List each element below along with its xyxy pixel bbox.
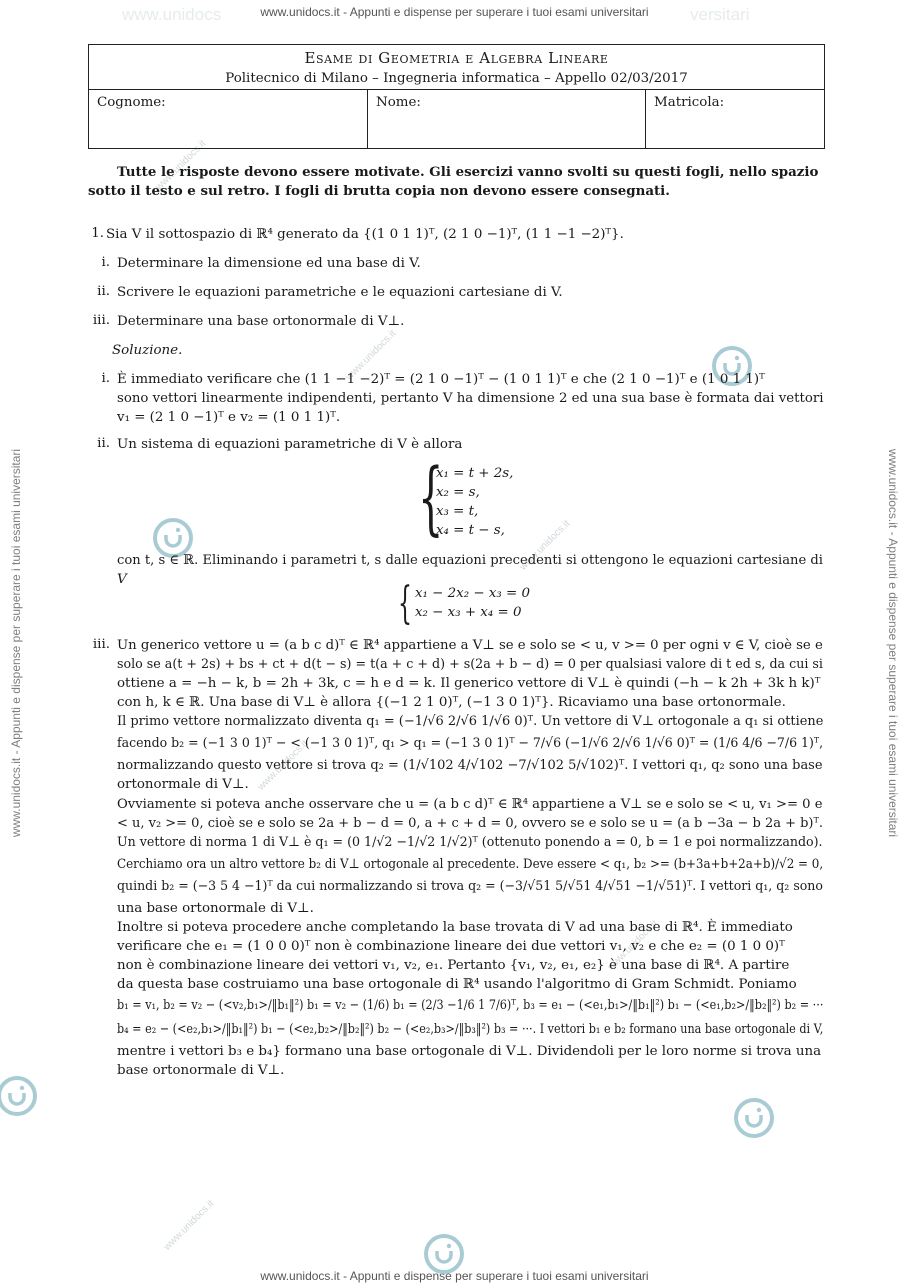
solution-line: base ortonormale di V⊥. — [117, 1063, 285, 1078]
unidocs-logo-icon — [423, 1233, 465, 1275]
watermark-top: www.unidocs.it - Appunti e dispense per superare i tuoi esami universitari — [260, 5, 649, 19]
watermark-ghost-right: versitari — [690, 5, 750, 24]
solution-line: non è combinazione lineare dei vettori v₁, v₂, e₁. Pertanto {v₁, v₂, e₁, e₂} è una base di ℝ⁴. A partire — [117, 958, 790, 973]
surname-field[interactable]: Cognome: — [89, 90, 368, 148]
solution-line: con h, k ∈ ℝ. Una base di V⊥ è allora {(−1 2 1 0)ᵀ, (−1 3 0 1)ᵀ}. Ricaviamo una base ortonormale. — [117, 695, 786, 710]
solution-line: verificare che e₁ = (1 0 0 0)ᵀ non è combinazione lineare dei due vettori v₁, v₂ e che e₂ = (0 1 0 0)ᵀ — [117, 939, 785, 954]
solution-line: b₄ = e₂ − (<e₂,b₁>/‖b₁‖²) b₁ − (<e₂,b₂>/‖b₂‖²) b₂ − (<e₂,b₃>/‖b₃‖²) b₃ = ···. I vettori b₁ e b₂ formano una base ortogonale di V, — [117, 1022, 824, 1037]
watermark-ghost-left: www.unidocs — [122, 5, 222, 24]
param-equation: x₃ = t, — [436, 504, 479, 519]
question-label: ii. — [97, 284, 110, 299]
system-brace: { — [398, 578, 412, 629]
solution-line: Un generico vettore u = (a b c d)ᵀ ∈ ℝ⁴ appartiene a V⊥ se e solo se < u, v >= 0 per ogni v ∈ V, cioè se e — [117, 638, 823, 653]
system-brace: { — [418, 451, 444, 544]
solution-line: mentre i vettori b₃ e b₄} formano una base ortogonale di V⊥. Dividendoli per le loro norme si trova una — [117, 1044, 822, 1059]
solution-part-label: iii. — [92, 637, 110, 652]
question-text: Scrivere le equazioni parametriche e le equazioni cartesiane di V. — [117, 285, 563, 300]
watermark-left: www.unidocs.it - Appunti e dispense per superare i tuoi esami universitari — [9, 448, 23, 838]
watermark-diagonal: www.unidocs.it — [153, 138, 209, 193]
exam-title: Esame di Geometria e Algebra Lineare — [304, 49, 609, 67]
instructions-line: Tutte le risposte devono essere motivate. Gli esercizi vanno svolti su questi fogli, nello spazio — [117, 164, 819, 180]
solution-line: quindi b₂ = (−3 5 4 −1)ᵀ da cui normalizzando si trova q₂ = (−3/√51 5/√51 4/√51 −1/√51)ᵀ. I vettori q₁, q₂ sono — [117, 879, 823, 894]
question-text: Determinare una base ortonormale di V⊥. — [117, 314, 405, 329]
param-equation: x₂ = s, — [436, 485, 480, 500]
solution-line: Un sistema di equazioni parametriche di V è allora — [117, 437, 463, 452]
solution-line: solo se a(t + 2s) + bs + ct + d(t − s) = t(a + c + d) + s(2a + b − d) = 0 per qualsiasi valore di t ed s, da cui si — [117, 657, 823, 672]
solution-line: Ovviamente si poteva anche osservare che u = (a b c d)ᵀ ∈ ℝ⁴ appartiene a V⊥ se e solo se < u, v₁ >= 0 e — [117, 797, 823, 812]
exercise-statement: Sia V il sottospazio di ℝ⁴ generato da {(1 0 1 1)ᵀ, (2 1 0 −1)ᵀ, (1 1 −1 −2)ᵀ}. — [106, 227, 624, 242]
header-title-block — [89, 45, 824, 90]
unidocs-logo-icon — [733, 1097, 775, 1139]
solution-line: ortonormale di V⊥. — [117, 777, 249, 792]
exam-subtitle: Politecnico di Milano – Ingegneria informatica – Appello 02/03/2017 — [225, 71, 688, 86]
solution-line: sono vettori linearmente indipendenti, pertanto V ha dimensione 2 ed una sua base è formata dai vettori — [117, 391, 824, 406]
student-id-field[interactable]: Matricola: — [654, 95, 725, 110]
solution-line: facendo b₂ = (−1 3 0 1)ᵀ − < (−1 3 0 1)ᵀ, q₁ > q₁ = (−1 3 0 1)ᵀ − 7/√6 (−1/√6 2/√6 1/√6 0)ᵀ = (1/6 4/6 −7/6 1)ᵀ, — [117, 736, 824, 751]
watermark-diagonal: www.unidocs.it — [605, 918, 661, 973]
watermark-diagonal: www.unidocs.it — [161, 1198, 217, 1253]
watermark-right: www.unidocs.it - Appunti e dispense per superare i tuoi esami universitari — [886, 448, 900, 838]
student-fields — [89, 90, 824, 148]
question-label: iii. — [92, 313, 110, 328]
solution-line: Inoltre si poteva procedere anche completando la base trovata di V ad una base di ℝ⁴. È immediato — [117, 920, 793, 935]
solution-line: È immediato verificare che (1 1 −1 −2)ᵀ = (2 1 0 −1)ᵀ − (1 0 1 1)ᵀ e che (2 1 0 −1)ᵀ e (1 0 1 1)ᵀ — [117, 372, 765, 387]
name-field[interactable]: Nome: — [368, 90, 646, 148]
solution-line: normalizzando questo vettore si trova q₂ = (1/√102 4/√102 −7/√102 5/√102)ᵀ. I vettori q₁, q₂ sono una base — [117, 758, 823, 773]
solution-line: V — [117, 572, 127, 587]
instructions-line: sotto il testo e sul retro. I fogli di brutta copia non devono essere consegnati. — [88, 183, 670, 199]
param-equation: x₁ = t + 2s, — [436, 466, 514, 481]
watermark-bottom: www.unidocs.it - Appunti e dispense per superare i tuoi esami universitari — [260, 1269, 649, 1283]
solution-line: una base ortonormale di V⊥. — [117, 901, 314, 916]
solution-heading: Soluzione. — [112, 343, 183, 358]
solution-line: Il primo vettore normalizzato diventa q₁ = (−1/√6 2/√6 1/√6 0)ᵀ. Un vettore di V⊥ ortogonale a q₁ si ottiene — [117, 714, 824, 729]
question-label: i. — [101, 255, 110, 270]
unidocs-logo-icon — [0, 1075, 38, 1117]
solution-line: da questa base costruiamo una base ortogonale di ℝ⁴ usando l'algoritmo di Gram Schmidt. Poniamo — [117, 977, 797, 992]
cartesian-equation: x₂ − x₃ + x₄ = 0 — [415, 605, 522, 620]
solution-line: v₁ = (2 1 0 −1)ᵀ e v₂ = (1 0 1 1)ᵀ. — [117, 410, 341, 425]
watermark-diagonal: www.unidocs.it — [255, 738, 311, 793]
cartesian-equation: x₁ − 2x₂ − x₃ = 0 — [415, 586, 530, 601]
solution-line: ottiene a = −h − k, b = 2h + 3k, c = h e d = k. Il generico vettore di V⊥ è quindi (−h − k 2h + 3k h k)ᵀ — [117, 676, 821, 691]
solution-line: Un vettore di norma 1 di V⊥ è q₁ = (0 1/√2 −1/√2 1/√2)ᵀ (ottenuto ponendo a = 0, b = 1 e poi normalizzando). — [117, 835, 823, 850]
exercise-number: 1. — [91, 226, 104, 241]
question-text: Determinare la dimensione ed una base di V. — [117, 256, 421, 271]
solution-line: Cerchiamo ora un altro vettore b₂ di V⊥ ortogonale al precedente. Deve essere < q₁, b₂ >= (b+3a+b+2a+b)/√2 = 0, — [117, 857, 824, 872]
exam-header — [88, 44, 825, 149]
solution-line: < u, v₂ >= 0, cioè se e solo se 2a + b − d = 0, a + c + d = 0, ovvero se e solo se u = (a b −3a − b 2a + b)ᵀ. — [117, 816, 824, 831]
solution-line: b₁ = v₁, b₂ = v₂ − (<v₂,b₁>/‖b₁‖²) b₁ = v₂ − (1/6) b₁ = (2/3 −1/6 1 7/6)ᵀ, b₃ = e₁ − (<e₁,b₁>/‖b₁‖²) b₁ − (<e₁,b₂>/‖b₂‖²) b₂ = ··· — [117, 998, 824, 1013]
watermark-diagonal: www.unidocs.it — [343, 328, 399, 383]
instructions — [88, 163, 823, 201]
param-equation: x₄ = t − s, — [436, 523, 505, 538]
solution-part-label: ii. — [97, 436, 110, 451]
watermark-diagonal: www.unidocs.it — [517, 518, 573, 573]
solution-line: con t, s ∈ ℝ. Eliminando i parametri t, s dalle equazioni precedenti si ottengono le equazioni cartesiane di — [117, 553, 823, 568]
solution-part-label: i. — [101, 371, 110, 386]
